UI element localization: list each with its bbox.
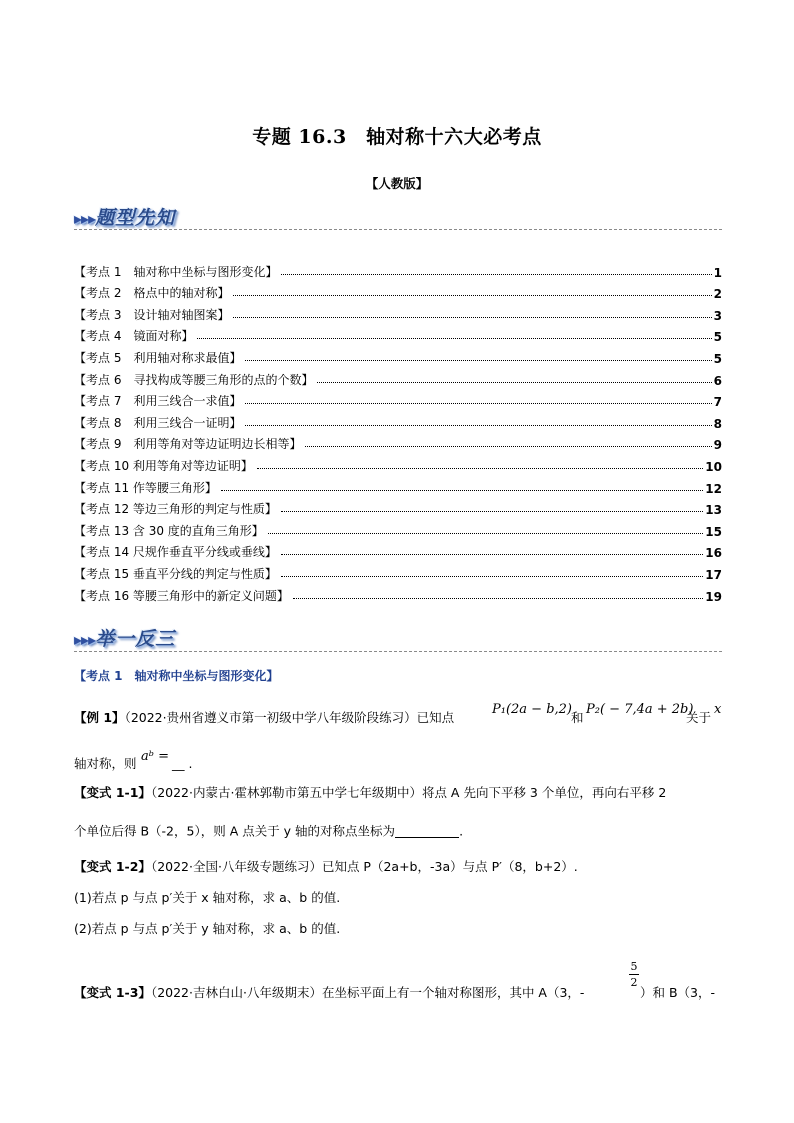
toc-entry-page: 1 [713,265,722,280]
toc-entry[interactable] [74,388,722,410]
toc-entry-page: 8 [713,416,722,431]
toc-leader-dots [245,425,711,426]
variant-1-2-line-1 [74,861,578,874]
toc-entry-page: 17 [705,567,722,582]
toc-entry[interactable] [74,258,722,280]
divider [74,651,722,652]
toc-entry-page: 2 [713,287,722,302]
toc-entry-page: 6 [713,373,722,388]
fraction-numerator: 5 [630,960,638,973]
toc-entry-page: 3 [713,308,722,323]
variant-end: . [459,823,464,839]
toc-entry-label: 【考点 4 镜面对称】 [74,329,194,344]
toc-entry[interactable] [74,431,722,453]
toc-entry-page: 19 [705,589,722,604]
example-source: （2022·贵州省遵义市第一初级中学八年级阶段练习）已知点 [124,710,455,725]
toc-entry-page: 5 [713,351,722,366]
toc-entry-page: 7 [713,395,722,410]
banner-arrows-icon: ▸▸▸ [74,630,96,649]
toc-entry[interactable] [74,474,722,496]
toc-entry-page: 5 [713,330,722,345]
toc-entry-label: 【考点 14 尺规作垂直平分线或垂线】 [74,545,277,560]
toc-entry[interactable] [74,366,722,388]
toc-leader-dots [245,360,711,361]
toc-leader-dots [197,338,711,339]
math-p1: P₁(2a − b,2) [492,702,573,717]
fraction [629,960,639,989]
toc-entry[interactable] [74,280,722,302]
toc-entry-label: 【考点 5 利用轴对称求最值】 [74,350,242,365]
example-tag: 【例 1】 [74,710,125,725]
toc-entry[interactable] [74,496,722,518]
toc-leader-dots [281,576,703,577]
toc-entry-label: 【考点 11 作等腰三角形】 [74,480,217,495]
banner-topic-preview [74,203,175,230]
toc-leader-dots [293,598,703,599]
table-of-contents [74,258,722,604]
toc-leader-dots [268,533,703,534]
variant-tag: 【变式 1-2】 [74,859,151,874]
toc-entry-label: 【考点 13 含 30 度的直角三角形】 [74,523,264,538]
toc-entry[interactable] [74,323,722,345]
toc-entry-label: 【考点 9 利用等角对等边证明边长相等】 [74,437,302,452]
toc-entry[interactable] [74,517,722,539]
text-and: 和 [571,710,584,725]
toc-leader-dots [245,403,711,404]
fraction-denominator: 2 [630,976,638,989]
toc-entry-label: 【考点 3 设计轴对轴图案】 [74,307,230,322]
toc-leader-dots [305,446,711,447]
toc-entry-page: 12 [705,481,722,496]
variant-1-1-line-1 [74,787,666,800]
page-title: 专题 16.3 轴对称十六大必考点 [252,126,542,148]
variant-tag: 【变式 1-1】 [74,785,151,800]
toc-entry-page: 16 [705,546,722,561]
toc-leader-dots [257,468,703,469]
edition-label: 【人教版】 [365,176,429,191]
toc-entry-label: 【考点 10 利用等角对等边证明】 [74,458,253,473]
toc-entry-label: 【考点 15 垂直平分线的判定与性质】 [74,566,277,581]
banner-text: 题型先知 [95,207,176,229]
toc-entry[interactable] [74,560,722,582]
toc-entry[interactable] [74,409,722,431]
variant-1-1-line-2 [74,825,463,838]
banner-arrows-icon: ▸▸▸ [74,209,96,228]
answer-blank [395,825,459,838]
toc-entry[interactable] [74,582,722,604]
toc-entry-label: 【考点 12 等边三角形的判定与性质】 [74,502,277,517]
variant-tag: 【变式 1-3】 [74,985,151,1000]
toc-leader-dots [233,295,711,296]
toc-entry[interactable] [74,452,722,474]
answer-blank: __ . [172,756,193,771]
example-1-line-2: 轴对称，则 [74,756,137,771]
toc-entry-page: 13 [705,503,722,518]
toc-entry-page: 10 [705,459,722,474]
toc-leader-dots [281,554,703,555]
variant-text: 个单位后得 B（-2，5），则 A 点关于 y 轴的对称点坐标为 [74,823,396,839]
toc-entry-page: 15 [705,524,722,539]
example-1-line-1 [74,712,454,725]
text-about: 关于 [686,710,712,725]
toc-entry[interactable] [74,344,722,366]
divider [74,229,722,230]
toc-entry-page: 9 [713,438,722,453]
variant-text: （2022·吉林白山·八年级期末）在坐标平面上有一个轴对称图形，其中 A（3，- [150,985,585,1000]
math-p2: P₂( − 7,4a + 2b) [586,702,694,717]
toc-entry-label: 【考点 16 等腰三角形中的新定义问题】 [74,588,289,603]
math-x: x [714,702,722,717]
variant-text: （2022·全国·八年级专题练习）已知点 P（2a+b，-3a）与点 P′（8，b+2）. [150,859,578,874]
banner-practice [74,624,175,651]
toc-leader-dots [281,511,703,512]
toc-entry-label: 【考点 8 利用三线合一证明】 [74,415,242,430]
toc-entry-label: 【考点 7 利用三线合一求值】 [74,394,242,409]
fraction-bar [629,974,639,975]
banner-text: 举一反三 [95,628,176,650]
toc-entry[interactable] [74,539,722,561]
toc-entry-label: 【考点 6 寻找构成等腰三角形的点的个数】 [74,372,314,387]
toc-entry-label: 【考点 2 格点中的轴对称】 [74,286,230,301]
math-power: aᵇ = [141,749,169,764]
variant-1-3-end: ）和 B（3，- [640,985,716,1000]
variant-1-3-line-1 [74,987,584,1000]
toc-leader-dots [233,317,711,318]
toc-leader-dots [221,490,703,491]
toc-leader-dots [317,382,711,383]
toc-leader-dots [281,274,711,275]
toc-entry[interactable] [74,301,722,323]
toc-entry-label: 【考点 1 轴对称中坐标与图形变化】 [74,264,278,279]
question-2: (2)若点 p 与点 p′关于 y 轴对称，求 a、b 的值. [74,921,341,936]
question-1: (1)若点 p 与点 p′关于 x 轴对称，求 a、b 的值. [74,890,341,905]
section-heading: 【考点 1 轴对称中坐标与图形变化】 [74,669,279,683]
variant-text: （2022·内蒙古·霍林郭勒市第五中学七年级期中）将点 A 先向下平移 3 个单位，再向右平移 2 [150,785,667,800]
